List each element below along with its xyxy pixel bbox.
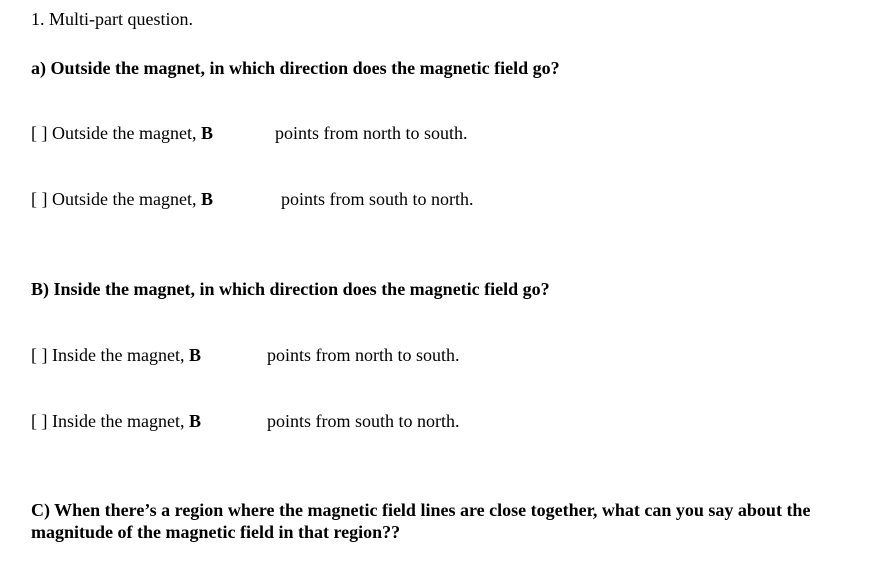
option-direction: points from north to south. — [267, 345, 460, 365]
option-stem: Inside the magnet, — [47, 345, 189, 365]
option-field-symbol: B — [200, 189, 213, 209]
option-field-symbol: B — [188, 411, 201, 431]
part-b-prompt: B) Inside the magnet, in which direction does the magnetic field go? — [31, 279, 550, 299]
option-checkbox[interactable]: [ ] — [31, 189, 48, 209]
part-a-prompt: a) Outside the magnet, in which direction does the magnetic field go? — [31, 58, 560, 78]
option-stem: Inside the magnet, — [47, 411, 189, 431]
part-c-prompt: C) When there’s a region where the magnetic field lines are close together, what can you say about the magnitude of the magnetic field in that region?? — [31, 500, 811, 542]
part-b-option-2[interactable] — [31, 410, 460, 432]
option-checkbox[interactable]: [ ] — [31, 123, 48, 143]
option-direction: points from south to north. — [267, 411, 460, 431]
part-a-option-1[interactable] — [31, 122, 468, 144]
option-stem: Outside the magnet, — [47, 123, 201, 143]
question-title: 1. Multi-part question. — [31, 9, 193, 29]
option-direction: points from north to south. — [275, 123, 468, 143]
part-a-option-2[interactable] — [31, 188, 474, 210]
option-field-symbol: B — [200, 123, 213, 143]
option-direction: points from south to north. — [281, 189, 474, 209]
part-b-option-1[interactable] — [31, 344, 460, 366]
option-checkbox[interactable]: [ ] — [31, 411, 48, 431]
option-checkbox[interactable]: [ ] — [31, 345, 48, 365]
option-stem: Outside the magnet, — [47, 189, 201, 209]
option-field-symbol: B — [188, 345, 201, 365]
